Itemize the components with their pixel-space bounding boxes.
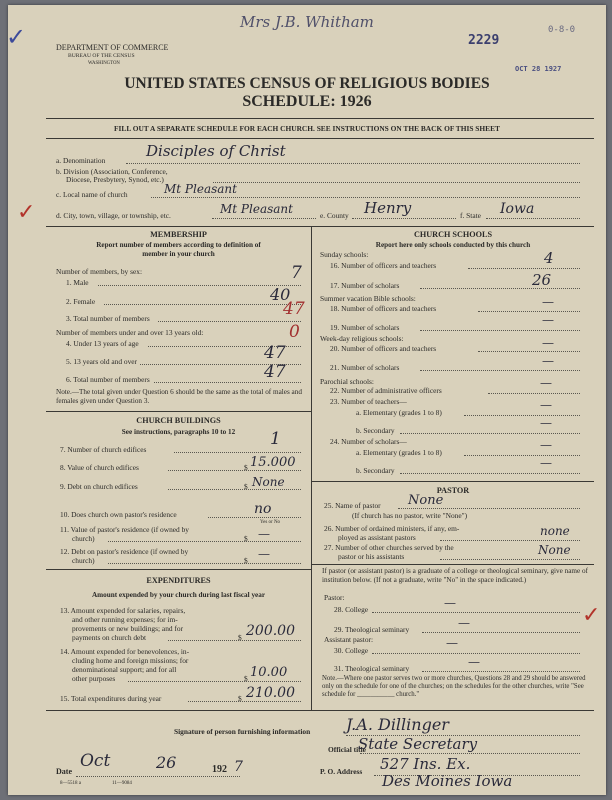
form-title: UNITED STATES CENSUS OF RELIGIOUS BODIES [124, 75, 490, 92]
local-name-value[interactable]: Mt Pleasant [164, 182, 237, 196]
q23a-value[interactable]: — [540, 398, 552, 412]
red-check-mark-icon: ✓ [17, 200, 36, 225]
bureau-name: BUREAU OF THE CENSUS [68, 53, 135, 59]
county-label: e. County [320, 211, 349, 220]
q2-label: 2. Female [66, 297, 96, 306]
q26-label-2: ployed as assistant pastors [338, 533, 416, 542]
q16-value[interactable]: 4 [544, 249, 554, 267]
local-name-label: c. Local name of church [56, 190, 128, 199]
q29-label: 29. Theological seminary [334, 625, 410, 634]
q14-line-4: other purposes [72, 674, 116, 683]
q12-value[interactable]: — [258, 547, 270, 561]
members-by-sex-label: Number of members, by sex: [56, 267, 142, 276]
q6-label: 6. Total number of members [66, 375, 150, 384]
q24a-label: a. Elementary (grades 1 to 8) [356, 448, 442, 457]
form-instruction: FILL OUT A SEPARATE SCHEDULE FOR EACH CHURCH. SEE INSTRUCTIONS ON THE BACK OF THIS SHEET [114, 124, 500, 133]
top-signature: Mrs J.B. Whitham [240, 13, 374, 31]
pastor-sub-label: Pastor: [324, 593, 345, 602]
form-number-2: 11—9084 [112, 781, 132, 786]
q31-label: 31. Theological seminary [334, 664, 410, 673]
census-form-sheet: ✓ Mrs J.B. Whitham 2229 0-8-0 OCT 28 1927 DEPARTMENT OF COMMERCE BUREAU OF THE CENSUS WASHINGTON UNITED STATES CENSUS OF RELIGIOUS BODIES SCHEDULE: 1926 FILL OUT A SEPARATE SCHEDULE FOR EACH CHURCH. SEE INSTRUCTIONS ON THE BACK OF THIS SHEET a. Denomination Disciples of Christ b. Division (Association, Conference, Diocese, Presbytery, Synod, etc.) c. Local name of church Mt Pleasant ✓ d. City, town, village, or township, etc. Mt Pleasant e. County Henry f. State Iowa MEMBERSHIP Report number of members according to definition of member in your church Number of members, by sex: 1. Male 7 2. Female 40 3. Total number of members 47 Number of members under and over 13 years old: 4. Under 13 years of age 0 5. 13 years old and over 47 6. Total number of members 47 Note.—The total given under Question 6 should be the same as the total of males and females given under Question 3. CHURCH BUILDINGS See instructions, paragraphs 10 to 12 7. Number of church edifices 1 8. Value of church edifices $ 15.000 9. Debt on church edifices $ None 10. Does church own pastor's residence no Yes or No 11. Value of pastor's residence (if owned by church) $ — 12. Debt on pastor's residence (if owned by church) $ — EXPENDITURES Amount expended by your church during last fiscal year 13. Amount expended for salaries, repairs, and other running expenses; for im- provements or new buildings; and for payments on church debt $ 200.00 14. Amount expended for benevolences, in- cluding home and foreign missions; for denominational support; and for all other purposes $ 10.00 15. Total expenditures during year $ 210.00 CHURCH SCHOOLS Report here only schools conducted by this church Sunday schools: 16. Number of officers and teachers 4 17. Number of scholars 26 Summer vacation Bible schools: 18. Number of officers and teachers — 19. Number of scholars — Week-day religious schools: 20. Number of officers and teachers — 21. Number of scholars — Parochial schools: 22. Number of administrative officers — 23. Number of teachers— a. Elementary (grades 1 to 8) — b. Secondary — 24. Number of scholars— a. Elementary (grades 1 to 8) — b. Secondary — PASTOR 25. Name of pastor None (If church has no pastor, write "None") 26. Number of ordained ministers, if any, em- ployed as assistant pastors none 27. Number of other churches served by the pastor or his assistants None If pastor (or assistant pastor) is a graduate of a college or theological seminary, give name of institution below. (If not a graduate, write "No" in the space indicated.) Pastor: 28. College — ✓ 29. Theological seminary — Assistant pastor: 30. College — 31. Theological seminary — Note.—Where one pastor serves two or more churches, Questions 28 and 29 should be answered only on the schedule for one of the churches; on the schedules for the other churches, write "See schedule for ___________ church." Signature of person furnishing information J.A. Dillinger Official title State Secretary Date Oct 26 192 7 8—5518 a 11—9084 P. O. Address 527 Ins. Ex. Des Moines Iowa [8, 5, 606, 795]
expenditures-sub: Amount expended by your church during last fiscal year [91, 591, 266, 599]
q27-label-1: 27. Number of other churches served by the [324, 543, 454, 552]
q6-value[interactable]: 47 [264, 362, 286, 382]
red-check-mark-icon: ✓ [582, 603, 601, 628]
q7-label: 7. Number of church edifices [60, 445, 147, 454]
official-title-label: Official title [328, 745, 366, 754]
q23-label: 23. Number of teachers— [330, 397, 407, 406]
q12-label-2: church) [72, 556, 95, 565]
denomination-label: a. Denomination [56, 156, 106, 165]
q18-value[interactable]: — [542, 295, 554, 309]
buildings-heading: CHURCH BUILDINGS [136, 416, 221, 425]
q11-label-1: 11. Value of pastor's residence (if owned by [60, 525, 189, 534]
q1-label: 1. Male [66, 278, 89, 287]
summer-schools-label: Summer vacation Bible schools: [320, 294, 416, 303]
q17-value[interactable]: 26 [532, 271, 552, 289]
q15-label: 15. Total expenditures during year [60, 694, 162, 703]
q22-value[interactable]: — [540, 376, 552, 390]
po-address-value-1[interactable]: 527 Ins. Ex. [380, 755, 471, 773]
age-label: Number of members under and over 13 years old: [56, 328, 204, 337]
po-address-label: P. O. Address [320, 767, 363, 776]
q27-label-2: pastor or his assistants [338, 552, 405, 561]
membership-note: Note.—The total given under Question 6 should be the same as the total of males and females given under Question 3. [56, 388, 302, 405]
membership-sub-2: member in your church [142, 250, 215, 258]
q14-value[interactable]: 10.00 [250, 665, 288, 680]
q24a-value[interactable]: — [540, 438, 552, 452]
q13-line-2: and other running expenses; for im- [72, 615, 178, 624]
q14-line-1: 14. Amount expended for benevolences, in- [60, 647, 190, 656]
received-date-stamp: OCT 28 1927 [515, 65, 562, 73]
q25-value[interactable]: None [408, 493, 444, 508]
signature-label: Signature of person furnishing information [174, 727, 311, 736]
q24-label: 24. Number of scholars— [330, 437, 407, 446]
q30-label: 30. College [334, 646, 369, 655]
q19-label: 19. Number of scholars [330, 323, 400, 332]
division-label-2: Diocese, Presbytery, Synod, etc.) [66, 175, 164, 184]
city-label: d. City, town, village, or township, etc. [56, 211, 171, 220]
official-title-value[interactable]: State Secretary [358, 735, 478, 753]
blue-check-mark-icon: ✓ [6, 23, 27, 51]
q7-value[interactable]: 1 [270, 429, 281, 449]
signature-value[interactable]: J.A. Dillinger [346, 715, 449, 734]
q2-value[interactable]: 40 [270, 285, 291, 304]
q10-value[interactable]: no [254, 501, 272, 517]
pastor-heading: PASTOR [436, 486, 470, 495]
q28-value[interactable]: — [444, 596, 456, 610]
q13-line-1: 13. Amount expended for salaries, repairs, [60, 606, 186, 615]
q3-label: 3. Total number of members [66, 314, 150, 323]
schools-heading: CHURCH SCHOOLS [413, 230, 493, 239]
q1-value[interactable]: 7 [291, 263, 302, 283]
state-value[interactable]: Iowa [500, 201, 535, 217]
po-address-value-2[interactable]: Des Moines Iowa [382, 772, 513, 790]
q21-value[interactable]: — [542, 354, 554, 368]
q23b-value[interactable]: — [540, 416, 552, 430]
q21-label: 21. Number of scholars [330, 363, 400, 372]
bureau-city: WASHINGTON [88, 61, 120, 66]
q23b-label: b. Secondary [356, 426, 395, 435]
form-number: 8—5518 a [60, 781, 81, 786]
q12-label-1: 12. Debt on pastor's residence (if owned by [60, 547, 189, 556]
date-year-prefix: 192 [212, 764, 227, 775]
q30-value[interactable]: — [446, 636, 458, 650]
q8-value[interactable]: 15.000 [250, 455, 296, 470]
q27-value[interactable]: None [538, 543, 571, 557]
denomination-value[interactable]: Disciples of Christ [146, 142, 286, 160]
q19-value[interactable]: — [542, 313, 554, 327]
county-value[interactable]: Henry [364, 199, 412, 217]
q11-label-2: church) [72, 534, 95, 543]
q9-label: 9. Debt on church edifices [60, 482, 138, 491]
q13-value[interactable]: 200.00 [246, 623, 295, 639]
q14-line-2: cluding home and foreign missions; for [72, 656, 189, 665]
q13-line-3: provements or new buildings; and for [72, 624, 184, 633]
stamp-code: 0-8-0 [548, 25, 576, 35]
q9-value[interactable]: None [252, 475, 285, 489]
buildings-sub: See instructions, paragraphs 10 to 12 [121, 428, 236, 436]
q3-value[interactable]: 47 [283, 299, 305, 319]
q5-value[interactable]: 47 [264, 343, 286, 363]
q25-label: 25. Name of pastor [324, 501, 381, 510]
q17-label: 17. Number of scholars [330, 281, 400, 290]
assistant-pastor-label: Assistant pastor: [324, 635, 374, 644]
q29-value[interactable]: — [458, 616, 470, 630]
date-year-value[interactable]: 7 [234, 759, 243, 775]
division-label-1: b. Division (Association, Conference, [56, 167, 168, 176]
q26-label-1: 26. Number of ordained ministers, if any, em- [324, 524, 460, 533]
q15-value[interactable]: 210.00 [246, 685, 295, 701]
q10-label: 10. Does church own pastor's residence [60, 510, 177, 519]
date-month-value[interactable]: Oct [80, 751, 111, 771]
q24b-label: b. Secondary [356, 466, 395, 475]
weekday-schools-label: Week-day religious schools: [320, 334, 404, 343]
stamp-number: 2229 [468, 33, 500, 48]
q8-label: 8. Value of church edifices [60, 463, 139, 472]
q4-value[interactable]: 0 [289, 322, 300, 342]
q26-value[interactable]: none [540, 524, 570, 538]
membership-sub-1: Report number of members according to definition of [96, 241, 261, 249]
state-label: f. State [460, 211, 481, 220]
q13-line-4: payments on church debt [72, 633, 147, 642]
q10-hint: Yes or No [260, 520, 281, 525]
q28-label: 28. College [334, 605, 369, 614]
q24b-value[interactable]: — [540, 456, 552, 470]
q31-value[interactable]: — [468, 655, 480, 669]
q11-value[interactable]: — [258, 527, 270, 541]
membership-heading: MEMBERSHIP [150, 230, 207, 239]
q23a-label: a. Elementary (grades 1 to 8) [356, 408, 442, 417]
pastor-note: Note.—Where one pastor serves two or more churches, Questions 28 and 29 should be answered only on the schedule for one of the churches; on the schedules for the other churches, write "See schedule for ___________ church." [322, 675, 586, 698]
schools-sub: Report here only schools conducted by this church [375, 241, 531, 249]
q20-label: 20. Number of officers and teachers [330, 344, 437, 353]
graduate-note: If pastor (or assistant pastor) is a graduate of a college or theological seminary, give name of institution below. (If not a graduate, write "No" in the space indicated.) [322, 567, 588, 584]
date-day-value[interactable]: 26 [156, 753, 177, 772]
q18-label: 18. Number of officers and teachers [330, 304, 437, 313]
sunday-schools-label: Sunday schools: [320, 250, 369, 259]
expenditures-heading: EXPENDITURES [146, 576, 211, 585]
q20-value[interactable]: — [542, 336, 554, 350]
date-label: Date [56, 767, 72, 776]
department-name: DEPARTMENT OF COMMERCE [56, 43, 169, 52]
q4-label: 4. Under 13 years of age [66, 339, 139, 348]
parochial-schools-label: Parochial schools: [320, 377, 374, 386]
q5-label: 5. 13 years old and over [66, 357, 138, 366]
q25-hint: (If church has no pastor, write "None") [352, 511, 468, 520]
schedule-title: SCHEDULE: 1926 [242, 93, 372, 110]
q22-label: 22. Number of administrative officers [330, 386, 442, 395]
city-value[interactable]: Mt Pleasant [220, 202, 293, 216]
q14-line-3: denominational support; and for all [72, 665, 177, 674]
q16-label: 16. Number of officers and teachers [330, 261, 437, 270]
